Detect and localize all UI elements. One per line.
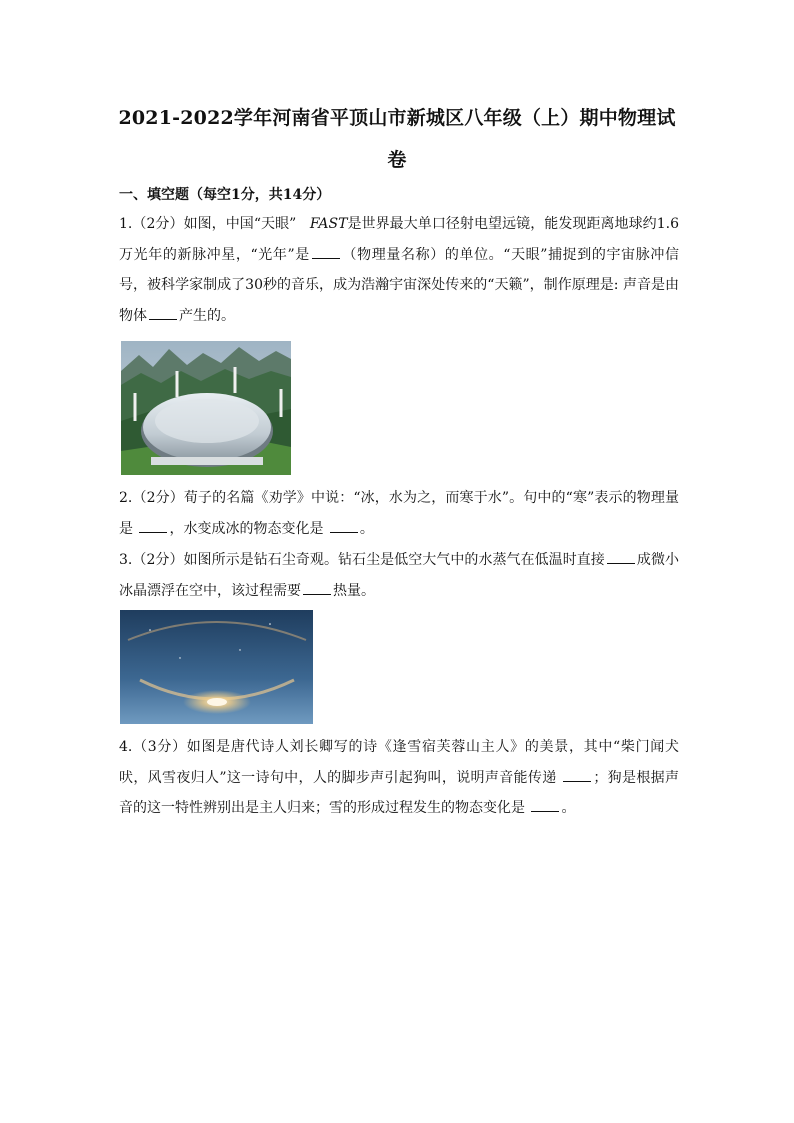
- question-number: 2.: [119, 490, 133, 506]
- question-number: 4.: [119, 739, 133, 755]
- answer-blank[interactable]: [312, 244, 340, 259]
- question-text: 。: [561, 800, 576, 816]
- question-points: （2分）: [132, 490, 184, 506]
- answer-blank[interactable]: [531, 797, 559, 812]
- question-text: 产生的。: [179, 307, 235, 324]
- question-text: 成微小冰晶漂浮在空中，该过程需要: [119, 552, 679, 599]
- answer-blank[interactable]: [149, 305, 177, 320]
- question-text: 。: [359, 520, 374, 537]
- question-text: 热量。: [333, 582, 375, 599]
- question-2: [119, 483, 679, 544]
- exam-title-continued: 卷: [387, 149, 407, 171]
- question-points: （2分）: [132, 216, 184, 232]
- question-text: 如图，中国“天眼”: [183, 216, 297, 232]
- question-text: 如图所示是钻石尘奇观。钻石尘是低空大气中的水蒸气在低温时直接: [183, 552, 605, 568]
- question-text: ，水变成冰的物态变化是: [169, 520, 328, 537]
- question-text: ；狗是根据声音的这一特性辨别出是主人归来；雪的形成过程发生的物态变化是: [119, 769, 680, 816]
- answer-blank[interactable]: [139, 518, 167, 533]
- answer-blank[interactable]: [563, 767, 591, 782]
- question-number: 1.: [119, 216, 133, 232]
- question-number: 3.: [119, 552, 133, 568]
- answer-blank[interactable]: [330, 518, 358, 533]
- question-text: 如图是唐代诗人刘长卿写的诗《逢雪宿芙蓉山主人》的美景，其中“柴门闻犬吠，风雪夜归人”这一诗句中，人的脚步声引起狗叫，说明声音能传递: [119, 739, 679, 786]
- fast-telescope-image: [121, 341, 291, 475]
- diamond-dust-image: [120, 610, 313, 724]
- question-1: [119, 209, 679, 331]
- question-points: （2分）: [132, 552, 184, 568]
- question-text: 荀子的名篇《劝学》中说：“冰，水为之，而寒于水”。句中的“寒”表示的物理量是: [119, 490, 679, 537]
- question-text: （物理量名称）的单位。“天眼”捕捉到的宇宙脉冲信号，被科学家制成了30秒的音乐，成为浩瀚宇宙深处传来的“天籁”，制作原理是: 声音是由物体: [119, 246, 679, 324]
- answer-blank[interactable]: [303, 580, 331, 595]
- question-text-italic: FAST: [309, 216, 348, 232]
- answer-blank[interactable]: [607, 549, 635, 564]
- question-text: 是世界最大单口径射电望远镜，能发现距离地球约1.6万光年的新脉冲星，“光年”是: [119, 216, 679, 263]
- question-3: [119, 545, 679, 606]
- question-points: （3分）: [132, 739, 187, 755]
- section-heading: 一、填空题（每空1分，共14分）: [119, 187, 331, 203]
- question-4: [119, 732, 679, 824]
- exam-title: 2021-2022学年河南省平顶山市新城区八年级（上）期中物理试: [118, 107, 676, 129]
